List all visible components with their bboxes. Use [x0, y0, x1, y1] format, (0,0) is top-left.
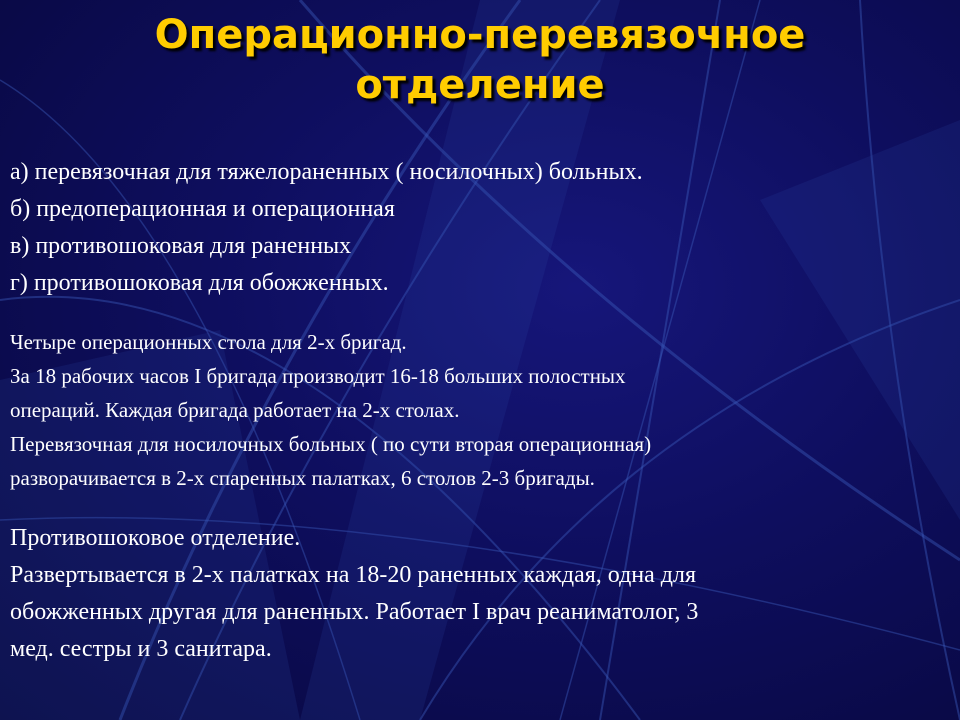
antishock-heading: Противошоковое отделение.: [10, 525, 301, 551]
title-line-1: Операционно-перевязочное: [154, 12, 806, 58]
list-item: б) предоперационная и операционная: [10, 196, 395, 222]
antishock-line: обожженных другая для раненных. Работает I врач реаниматолог, 3: [10, 599, 699, 625]
slide-title: [0, 10, 960, 110]
list-item: а) перевязочная для тяжелораненных ( носилочных) больных.: [10, 159, 643, 185]
paragraph-line: операций. Каждая бригада работает на 2-х столах.: [10, 398, 460, 422]
slide-body: [10, 154, 955, 668]
list-item: г) противошоковая для обожженных.: [10, 270, 389, 296]
antishock-line: Развертывается в 2-х палатках на 18-20 раненных каждая, одна для: [10, 562, 697, 588]
antishock-line: мед. сестры и 3 санитара.: [10, 636, 272, 662]
title-line-2: отделение: [355, 62, 605, 108]
paragraph-line: Четыре операционных стола для 2-х бригад.: [10, 330, 407, 354]
paragraph-line: разворачивается в 2-х спаренных палатках, 6 столов 2-3 бригады.: [10, 466, 595, 490]
list-item: в) противошоковая для раненных: [10, 233, 352, 259]
paragraph-line: Перевязочная для носилочных больных ( по сути вторая операционная): [10, 432, 652, 456]
paragraph-line: За 18 рабочих часов I бригада производит 16-18 больших полостных: [10, 364, 626, 388]
